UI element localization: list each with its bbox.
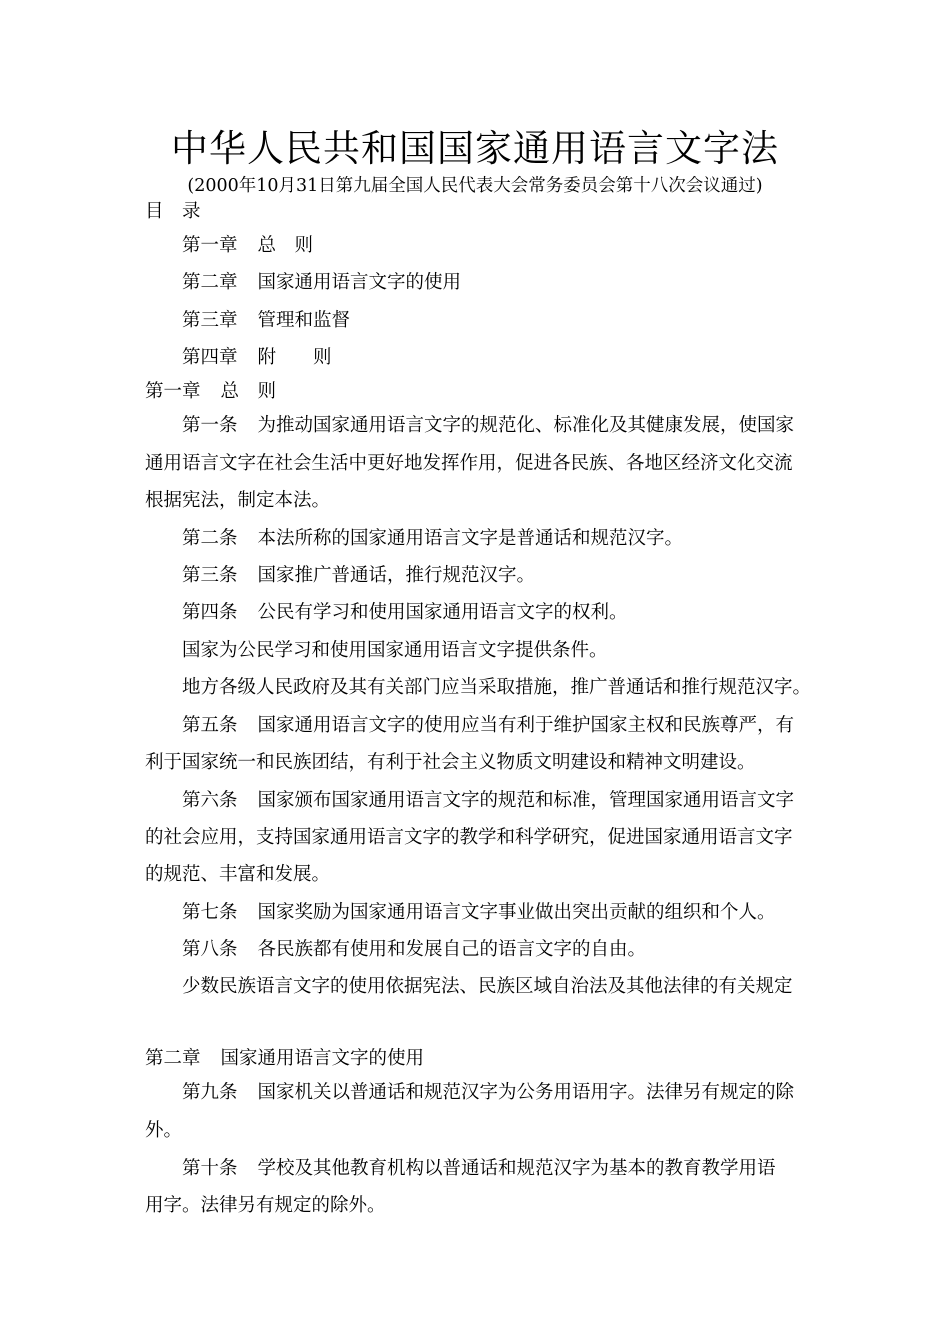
article-8-paragraph-2: 少数民族语言文字的使用依据宪法、民族区域自治法及其他法律的有关规定 [182, 976, 793, 997]
article-10-line-1 [182, 1155, 776, 1183]
article-10-line-2: 用字。法律另有规定的除外。 [145, 1195, 386, 1216]
article-1-line-3: 根据宪法，制定本法。 [145, 490, 331, 511]
article-text: 学校及其他教育机构以普通话和规范汉字为基本的教育教学用语 [257, 1158, 776, 1179]
toc-chapter-number: 第三章 [182, 310, 238, 331]
article-9-line-1 [182, 1079, 794, 1107]
toc-chapter-name: 管理和监督 [257, 310, 351, 331]
article-9-line-2: 外。 [145, 1120, 183, 1141]
chapter-number: 第二章 [145, 1048, 201, 1069]
toc-item [182, 307, 350, 335]
toc-chapter-name: 附 则 [257, 347, 332, 368]
document-title: 中华人民共和国国家通用语言文字法 [171, 127, 779, 170]
article-1-line-2: 通用语言文字在社会生活中更好地发挥作用，促进各民族、各地区经济文化交流 [145, 453, 793, 474]
article-4-paragraph-2: 国家为公民学习和使用国家通用语言文字提供条件。 [182, 640, 608, 661]
article-4-paragraph-3: 地方各级人民政府及其有关部门应当采取措施，推广普通话和推行规范汉字。 [182, 677, 812, 698]
article-text: 国家推广普通话，推行规范汉字。 [257, 565, 536, 586]
article-text: 国家通用语言文字的使用应当有利于维护国家主权和民族尊严，有 [257, 715, 795, 736]
article-label: 第三条 [182, 565, 238, 586]
article-label: 第六条 [182, 790, 238, 811]
article-text: 国家机关以普通话和规范汉字为公务用语用字。法律另有规定的除 [257, 1082, 795, 1103]
article-6-line-3: 的规范、丰富和发展。 [145, 864, 331, 885]
article-label: 第一条 [182, 415, 238, 436]
toc-chapter-name: 总 则 [257, 235, 314, 256]
article-4 [182, 599, 628, 627]
article-text: 国家颁布国家通用语言文字的规范和标准，管理国家通用语言文字 [257, 790, 795, 811]
chapter-heading [145, 378, 276, 406]
toc-chapter-number: 第一章 [182, 235, 238, 256]
chapter-name: 总 则 [220, 381, 277, 402]
toc-chapter-name: 国家通用语言文字的使用 [257, 272, 462, 293]
article-2 [182, 525, 683, 553]
article-label: 第十条 [182, 1158, 238, 1179]
article-label: 第二条 [182, 528, 238, 549]
article-label: 第四条 [182, 602, 238, 623]
article-6-line-1 [182, 787, 794, 815]
toc-heading: 目 录 [145, 201, 201, 222]
article-label: 第五条 [182, 715, 238, 736]
article-text: 为推动国家通用语言文字的规范化、标准化及其健康发展，使国家 [257, 415, 795, 436]
article-8 [182, 936, 646, 964]
toc-chapter-number: 第二章 [182, 272, 238, 293]
toc-chapter-number: 第四章 [182, 347, 238, 368]
article-text: 国家奖励为国家通用语言文字事业做出突出贡献的组织和个人。 [257, 902, 776, 923]
toc-item [182, 344, 332, 372]
article-text: 公民有学习和使用国家通用语言文字的权利。 [257, 602, 628, 623]
article-text: 各民族都有使用和发展自己的语言文字的自由。 [257, 939, 647, 960]
chapter-heading [145, 1045, 424, 1073]
article-5-line-2: 利于国家统一和民族团结，有利于社会主义物质文明建设和精神文明建设。 [145, 752, 756, 773]
article-text: 本法所称的国家通用语言文字是普通话和规范汉字。 [257, 528, 684, 549]
article-label: 第七条 [182, 902, 238, 923]
document-subtitle: (2000年10月31日第九届全国人民代表大会常务委员会第十八次会议通过) [187, 176, 763, 196]
toc-item [182, 269, 461, 297]
article-3 [182, 562, 535, 590]
toc-item [182, 232, 313, 260]
article-7 [182, 899, 776, 927]
article-label: 第九条 [182, 1082, 238, 1103]
article-5-line-1 [182, 712, 794, 740]
article-label: 第八条 [182, 939, 238, 960]
chapter-name: 国家通用语言文字的使用 [220, 1048, 425, 1069]
article-1-line-1 [182, 412, 794, 440]
article-6-line-2: 的社会应用，支持国家通用语言文字的教学和科学研究，促进国家通用语言文字 [145, 827, 793, 848]
chapter-number: 第一章 [145, 381, 201, 402]
